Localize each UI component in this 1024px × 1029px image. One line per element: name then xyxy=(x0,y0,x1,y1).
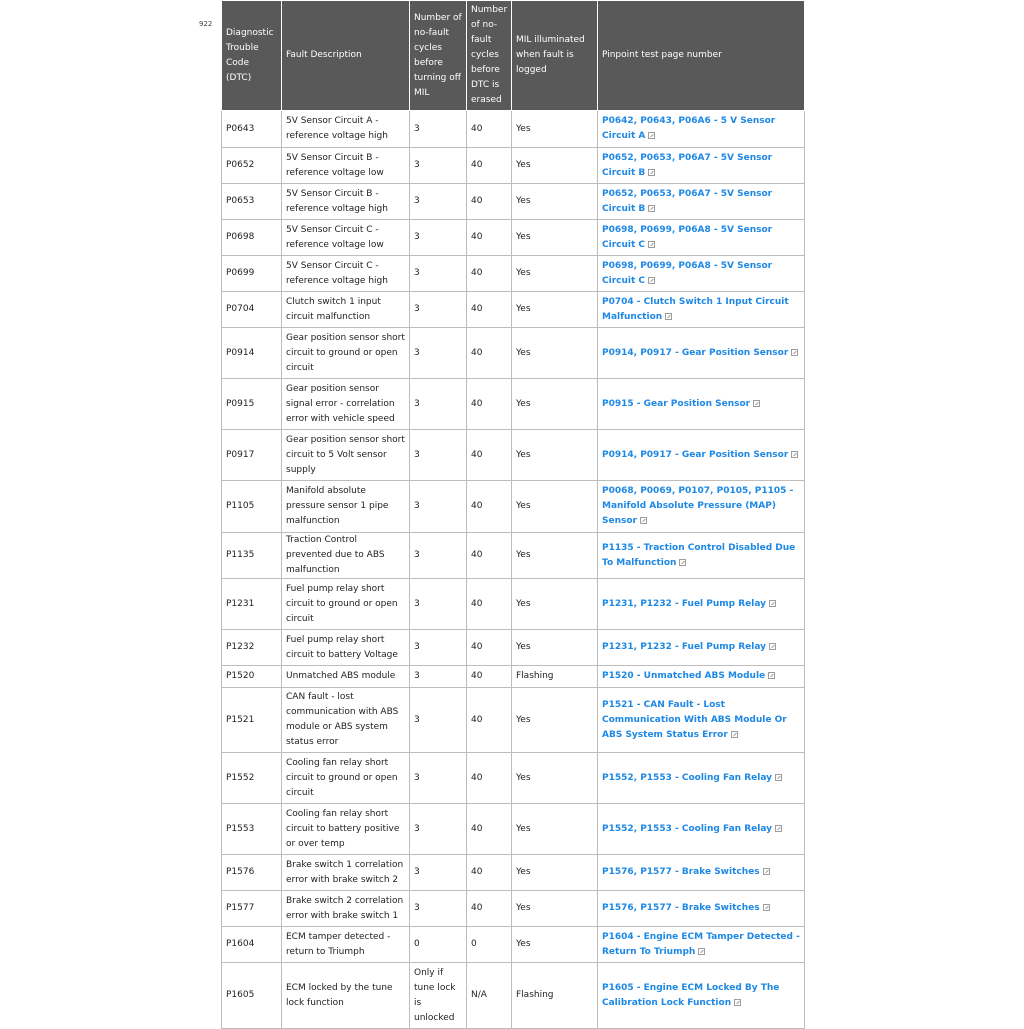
cycles-before-erase: 40 xyxy=(467,292,512,328)
pinpoint-test-link[interactable]: P1605 - Engine ECM Locked By The Calibration Lock Function xyxy=(602,982,780,1008)
mil-illuminated: Yes xyxy=(512,481,598,533)
pinpoint-test-link[interactable]: P0698, P0699, P06A8 - 5V Sensor Circuit C xyxy=(602,224,773,250)
fault-description: ECM tamper detected - return to Triumph xyxy=(282,927,410,963)
external-link-icon[interactable] xyxy=(731,731,738,738)
cycles-before-mil-off: 3 xyxy=(410,111,467,148)
header-cycles-mil: Number of no-fault cycles before turning off MIL xyxy=(410,1,467,111)
fault-description: Unmatched ABS module xyxy=(282,666,410,688)
pinpoint-link-cell xyxy=(598,111,805,148)
table-row xyxy=(222,630,805,666)
cycles-before-mil-off: 3 xyxy=(410,666,467,688)
external-link-icon[interactable] xyxy=(775,774,782,781)
fault-description: Brake switch 2 correlation error with brake switch 1 xyxy=(282,891,410,927)
fault-description: Fuel pump relay short circuit to battery Voltage xyxy=(282,630,410,666)
dtc-code: P0917 xyxy=(222,430,282,481)
pinpoint-link-cell xyxy=(598,753,805,804)
dtc-code: P0652 xyxy=(222,148,282,184)
cycles-before-mil-off: 3 xyxy=(410,256,467,292)
pinpoint-test-link[interactable]: P1520 - Unmatched ABS Module xyxy=(602,671,766,681)
external-link-icon[interactable] xyxy=(665,313,672,320)
dtc-code: P1577 xyxy=(222,891,282,927)
fault-description: 5V Sensor Circuit A - reference voltage high xyxy=(282,111,410,148)
mil-illuminated: Yes xyxy=(512,256,598,292)
table-row xyxy=(222,753,805,804)
dtc-code: P1135 xyxy=(222,533,282,579)
dtc-code: P1605 xyxy=(222,963,282,1029)
header-description: Fault Description xyxy=(282,1,410,111)
pinpoint-test-link[interactable]: P0642, P0643, P06A6 - 5 V Sensor Circuit A xyxy=(602,116,776,141)
dtc-code: P1520 xyxy=(222,666,282,688)
table-row xyxy=(222,292,805,328)
cycles-before-erase: 40 xyxy=(467,256,512,292)
pinpoint-test-link[interactable]: P0914, P0917 - Gear Position Sensor xyxy=(602,449,789,460)
pinpoint-link-cell xyxy=(598,666,805,688)
table-row xyxy=(222,481,805,533)
pinpoint-test-link[interactable]: P1576, P1577 - Brake Switches xyxy=(602,903,760,913)
mil-illuminated: Yes xyxy=(512,630,598,666)
header-pinpoint: Pinpoint test page number xyxy=(598,1,805,111)
pinpoint-test-link[interactable]: P0068, P0069, P0107, P0105, P1105 - Manifold Absolute Pressure (MAP) Sensor xyxy=(602,486,794,526)
dtc-code: P1552 xyxy=(222,753,282,804)
external-link-icon[interactable] xyxy=(769,600,776,607)
fault-description: 5V Sensor Circuit C - reference voltage high xyxy=(282,256,410,292)
external-link-icon[interactable] xyxy=(640,517,647,524)
cycles-before-erase: 40 xyxy=(467,688,512,753)
cycles-before-erase: 40 xyxy=(467,579,512,630)
cycles-before-mil-off: 3 xyxy=(410,753,467,804)
table-row xyxy=(222,328,805,379)
fault-description: Gear position sensor short circuit to 5 Volt sensor supply xyxy=(282,430,410,481)
external-link-icon[interactable] xyxy=(791,349,798,356)
mil-illuminated: Yes xyxy=(512,804,598,855)
cycles-before-erase: 40 xyxy=(467,533,512,579)
table-row xyxy=(222,533,805,579)
pinpoint-link-cell xyxy=(598,292,805,328)
pinpoint-link-cell xyxy=(598,148,805,184)
mil-illuminated: Yes xyxy=(512,688,598,753)
cycles-before-erase: 40 xyxy=(467,666,512,688)
mil-illuminated: Yes xyxy=(512,379,598,430)
fault-description: Clutch switch 1 input circuit malfunction xyxy=(282,292,410,328)
cycles-before-erase: 40 xyxy=(467,328,512,379)
pinpoint-link-cell xyxy=(598,430,805,481)
pinpoint-test-link[interactable]: P1552, P1553 - Cooling Fan Relay xyxy=(602,772,772,783)
mil-illuminated: Yes xyxy=(512,111,598,148)
pinpoint-test-link[interactable]: P0652, P0653, P06A7 - 5V Sensor Circuit B xyxy=(602,152,773,178)
pinpoint-link-cell xyxy=(598,804,805,855)
external-link-icon[interactable] xyxy=(753,400,760,407)
cycles-before-mil-off: 3 xyxy=(410,430,467,481)
pinpoint-test-link[interactable]: P1135 - Traction Control Disabled Due To Malfunction xyxy=(602,542,796,568)
external-link-icon[interactable] xyxy=(734,999,741,1006)
mil-illuminated: Flashing xyxy=(512,963,598,1029)
cycles-before-mil-off: Only if tune lock is unlocked xyxy=(410,963,467,1029)
cycles-before-mil-off: 3 xyxy=(410,533,467,579)
mil-illuminated: Yes xyxy=(512,891,598,927)
table-row xyxy=(222,184,805,220)
external-link-icon[interactable] xyxy=(648,241,655,248)
pinpoint-link-cell xyxy=(598,891,805,927)
cycles-before-erase: 40 xyxy=(467,111,512,148)
dtc-code: P0643 xyxy=(222,111,282,148)
pinpoint-link-cell xyxy=(598,533,805,579)
cycles-before-erase: 40 xyxy=(467,220,512,256)
dtc-code: P1231 xyxy=(222,579,282,630)
pinpoint-test-link[interactable]: P0704 - Clutch Switch 1 Input Circuit Malfunction xyxy=(602,296,789,322)
mil-illuminated: Yes xyxy=(512,855,598,891)
pinpoint-link-cell xyxy=(598,630,805,666)
cycles-before-erase: 40 xyxy=(467,804,512,855)
pinpoint-test-link[interactable]: P0698, P0699, P06A8 - 5V Sensor Circuit C xyxy=(602,260,773,286)
cycles-before-mil-off: 3 xyxy=(410,855,467,891)
table-row xyxy=(222,666,805,688)
table-row xyxy=(222,963,805,1029)
table-row xyxy=(222,804,805,855)
external-link-icon[interactable] xyxy=(679,559,686,566)
header-mil: MIL illuminated when fault is logged xyxy=(512,1,598,111)
cycles-before-mil-off: 3 xyxy=(410,184,467,220)
cycles-before-erase: 40 xyxy=(467,891,512,927)
fault-description: Gear position sensor short circuit to ground or open circuit xyxy=(282,328,410,379)
pinpoint-link-cell xyxy=(598,328,805,379)
mil-illuminated: Yes xyxy=(512,184,598,220)
mil-illuminated: Yes xyxy=(512,533,598,579)
cycles-before-mil-off: 3 xyxy=(410,379,467,430)
table-row xyxy=(222,855,805,891)
fault-description: Brake switch 1 correlation error with brake switch 2 xyxy=(282,855,410,891)
pinpoint-test-link[interactable]: P0914, P0917 - Gear Position Sensor xyxy=(602,347,789,358)
fault-description: Cooling fan relay short circuit to ground or open circuit xyxy=(282,753,410,804)
pinpoint-link-cell xyxy=(598,855,805,891)
pinpoint-test-link[interactable]: P1521 - CAN Fault - Lost Communication With ABS Module Or ABS System Status Error xyxy=(602,699,787,740)
pinpoint-link-cell xyxy=(598,963,805,1029)
dtc-code: P0653 xyxy=(222,184,282,220)
cycles-before-mil-off: 3 xyxy=(410,688,467,753)
pinpoint-test-link[interactable]: P1231, P1232 - Fuel Pump Relay xyxy=(602,598,767,609)
page-number: 922 xyxy=(199,20,213,28)
cycles-before-mil-off: 3 xyxy=(410,220,467,256)
mil-illuminated: Yes xyxy=(512,579,598,630)
mil-illuminated: Yes xyxy=(512,292,598,328)
fault-description: 5V Sensor Circuit B - reference voltage low xyxy=(282,148,410,184)
external-link-icon[interactable] xyxy=(775,825,782,832)
fault-description: Cooling fan relay short circuit to battery positive or over temp xyxy=(282,804,410,855)
pinpoint-link-cell xyxy=(598,481,805,533)
header-cycles-erase: Number of no-fault cycles before DTC is erased xyxy=(467,1,512,111)
table-row xyxy=(222,579,805,630)
dtc-code: P0914 xyxy=(222,328,282,379)
cycles-before-erase: 40 xyxy=(467,855,512,891)
mil-illuminated: Yes xyxy=(512,328,598,379)
dtc-code: P1232 xyxy=(222,630,282,666)
table-row xyxy=(222,379,805,430)
cycles-before-erase: 40 xyxy=(467,430,512,481)
cycles-before-mil-off: 0 xyxy=(410,927,467,963)
fault-description: Manifold absolute pressure sensor 1 pipe malfunction xyxy=(282,481,410,533)
external-link-icon[interactable] xyxy=(769,643,776,650)
dtc-table xyxy=(221,0,805,1029)
cycles-before-erase: 0 xyxy=(467,927,512,963)
table-row xyxy=(222,256,805,292)
mil-illuminated: Yes xyxy=(512,927,598,963)
header-dtc: Diagnostic Trouble Code (DTC) xyxy=(222,1,282,111)
fault-description: Gear position sensor signal error - correlation error with vehicle speed xyxy=(282,379,410,430)
table-row xyxy=(222,430,805,481)
pinpoint-link-cell xyxy=(598,688,805,753)
cycles-before-erase: 40 xyxy=(467,481,512,533)
table-row xyxy=(222,927,805,963)
external-link-icon[interactable] xyxy=(648,169,655,176)
table-row xyxy=(222,220,805,256)
dtc-code: P1604 xyxy=(222,927,282,963)
mil-illuminated: Yes xyxy=(512,220,598,256)
dtc-code: P0699 xyxy=(222,256,282,292)
table-row xyxy=(222,688,805,753)
external-link-icon[interactable] xyxy=(763,868,770,875)
table-row xyxy=(222,148,805,184)
cycles-before-mil-off: 3 xyxy=(410,328,467,379)
cycles-before-erase: 40 xyxy=(467,630,512,666)
header-row xyxy=(222,1,805,111)
dtc-code: P0698 xyxy=(222,220,282,256)
external-link-icon[interactable] xyxy=(791,451,798,458)
pinpoint-link-cell xyxy=(598,184,805,220)
cycles-before-erase: N/A xyxy=(467,963,512,1029)
external-link-icon[interactable] xyxy=(648,205,655,212)
pinpoint-test-link[interactable]: P1231, P1232 - Fuel Pump Relay xyxy=(602,642,767,652)
dtc-code: P1576 xyxy=(222,855,282,891)
cycles-before-mil-off: 3 xyxy=(410,804,467,855)
fault-description: Fuel pump relay short circuit to ground or open circuit xyxy=(282,579,410,630)
pinpoint-link-cell xyxy=(598,256,805,292)
dtc-code: P1105 xyxy=(222,481,282,533)
mil-illuminated: Yes xyxy=(512,753,598,804)
cycles-before-erase: 40 xyxy=(467,753,512,804)
mil-illuminated: Flashing xyxy=(512,666,598,688)
cycles-before-mil-off: 3 xyxy=(410,891,467,927)
cycles-before-mil-off: 3 xyxy=(410,630,467,666)
pinpoint-link-cell xyxy=(598,379,805,430)
pinpoint-test-link[interactable]: P1576, P1577 - Brake Switches xyxy=(602,867,760,877)
pinpoint-test-link[interactable]: P0652, P0653, P06A7 - 5V Sensor Circuit B xyxy=(602,188,773,214)
mil-illuminated: Yes xyxy=(512,148,598,184)
pinpoint-link-cell xyxy=(598,927,805,963)
cycles-before-mil-off: 3 xyxy=(410,481,467,533)
cycles-before-mil-off: 3 xyxy=(410,148,467,184)
fault-description: 5V Sensor Circuit C - reference voltage low xyxy=(282,220,410,256)
dtc-code: P0915 xyxy=(222,379,282,430)
dtc-code: P1521 xyxy=(222,688,282,753)
pinpoint-test-link[interactable]: P1552, P1553 - Cooling Fan Relay xyxy=(602,823,772,834)
dtc-code: P0704 xyxy=(222,292,282,328)
mil-illuminated: Yes xyxy=(512,430,598,481)
fault-description: Traction Control prevented due to ABS malfunction xyxy=(282,533,410,579)
table-row xyxy=(222,891,805,927)
external-link-icon[interactable] xyxy=(648,132,655,139)
pinpoint-test-link[interactable]: P1604 - Engine ECM Tamper Detected - Return To Triumph xyxy=(602,931,800,957)
dtc-code: P1553 xyxy=(222,804,282,855)
pinpoint-test-link[interactable]: P0915 - Gear Position Sensor xyxy=(602,398,751,409)
table-row xyxy=(222,111,805,148)
fault-description: ECM locked by the tune lock function xyxy=(282,963,410,1029)
fault-description: CAN fault - lost communication with ABS module or ABS system status error xyxy=(282,688,410,753)
cycles-before-mil-off: 3 xyxy=(410,579,467,630)
pinpoint-link-cell xyxy=(598,220,805,256)
external-link-icon[interactable] xyxy=(648,277,655,284)
external-link-icon[interactable] xyxy=(698,948,705,955)
fault-description: 5V Sensor Circuit B - reference voltage high xyxy=(282,184,410,220)
external-link-icon[interactable] xyxy=(768,672,775,679)
cycles-before-mil-off: 3 xyxy=(410,292,467,328)
external-link-icon[interactable] xyxy=(763,904,770,911)
cycles-before-erase: 40 xyxy=(467,184,512,220)
cycles-before-erase: 40 xyxy=(467,148,512,184)
cycles-before-erase: 40 xyxy=(467,379,512,430)
pinpoint-link-cell xyxy=(598,579,805,630)
